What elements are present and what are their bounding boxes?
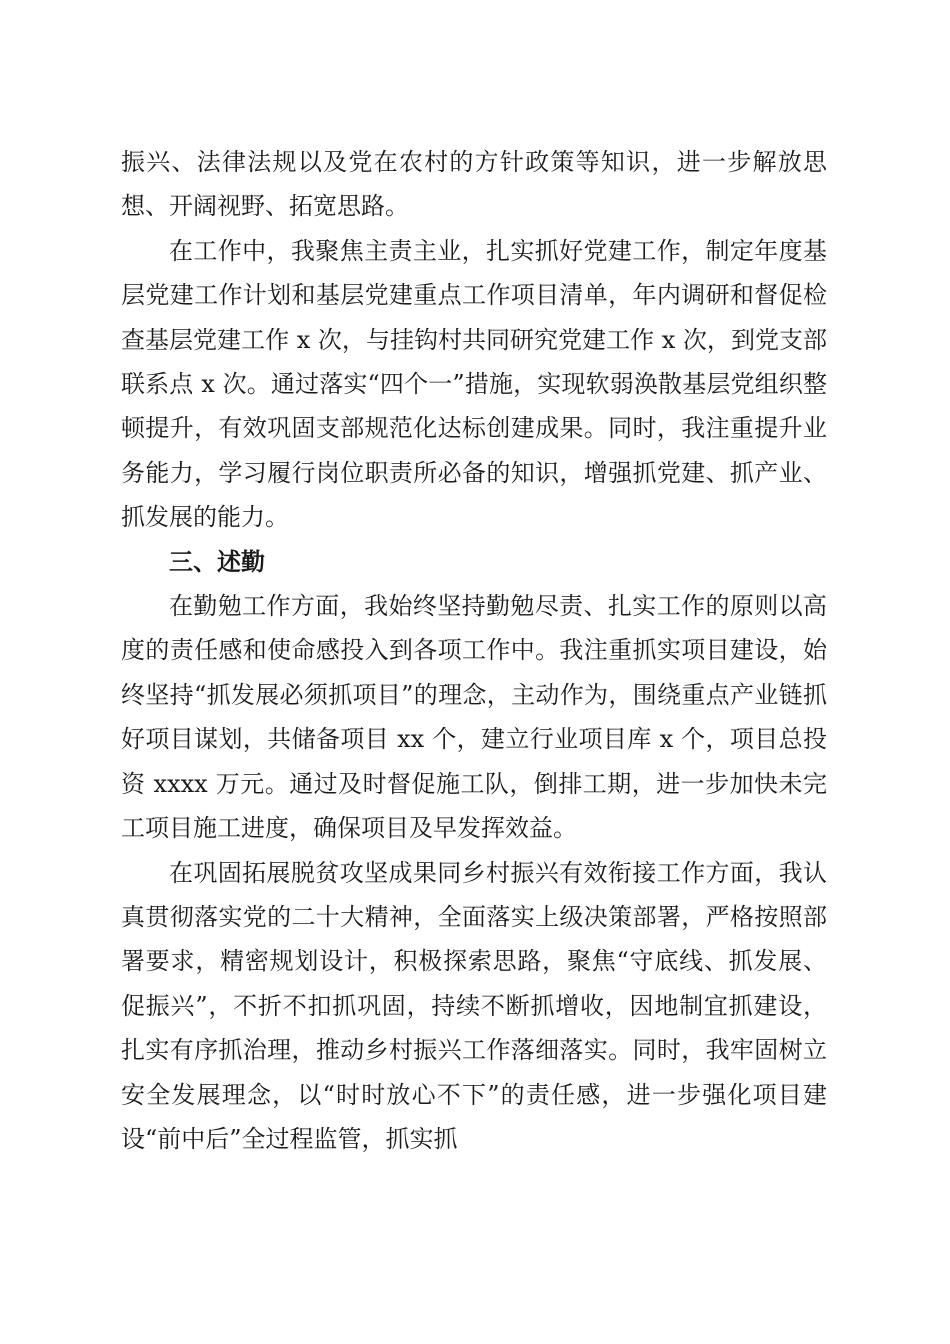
paragraph-continuation: 振兴、法律法规以及党在农村的方针政策等知识，进一步解放思想、开阔视野、拓宽思路。: [121, 148, 827, 221]
section-heading-diligence: 三、述勤: [169, 547, 265, 576]
paragraph-diligent-work: 在勤勉工作方面，我始终坚持勤勉尽责、扎实工作的原则以高度的责任感和使命感投入到各项工作中。我注重抓实项目建设，始终坚持“抓发展必须抓项目”的理念，主动作为，围绕重点产业链抓好项目谋划，共储备项目 xx 个，建立行业项目库 x 个，项目总投资 xxxx 万元。通过及时督促施工队，倒排工期，进一步加快未完工项目施工进度，确保项目及早发挥效益。: [121, 592, 827, 843]
document-body: [121, 140, 827, 1161]
paragraph-party-building: 在工作中，我聚焦主责主业，扎实抓好党建工作，制定年度基层党建工作计划和基层党建重点工作项目清单，年内调研和督促检查基层党建工作 x 次，与挂钩村共同研究党建工作 x 次，到党支部联系点 x 次。通过落实“四个一”措施，实现软弱涣散基层党组织整顿提升，有效巩固支部规范化达标创建成果。同时，我注重提升业务能力，学习履行岗位职责所必备的知识，增强抓党建、抓产业、抓发展的能力。: [121, 236, 827, 532]
paragraph-rural-revitalization: 在巩固拓展脱贫攻坚成果同乡村振兴有效衔接工作方面，我认真贯彻落实党的二十大精神，全面落实上级决策部署，严格按照部署要求，精密规划设计，积极探索思路，聚焦“守底线、抓发展、促振兴”，不折不扣抓巩固，持续不断抓增收，因地制宜抓建设，扎实有序抓治理，推动乡村振兴工作落细落实。同时，我牢固树立安全发展理念，以“时时放心不下”的责任感，进一步强化项目建设“前中后”全过程监管，抓实抓: [121, 858, 827, 1153]
